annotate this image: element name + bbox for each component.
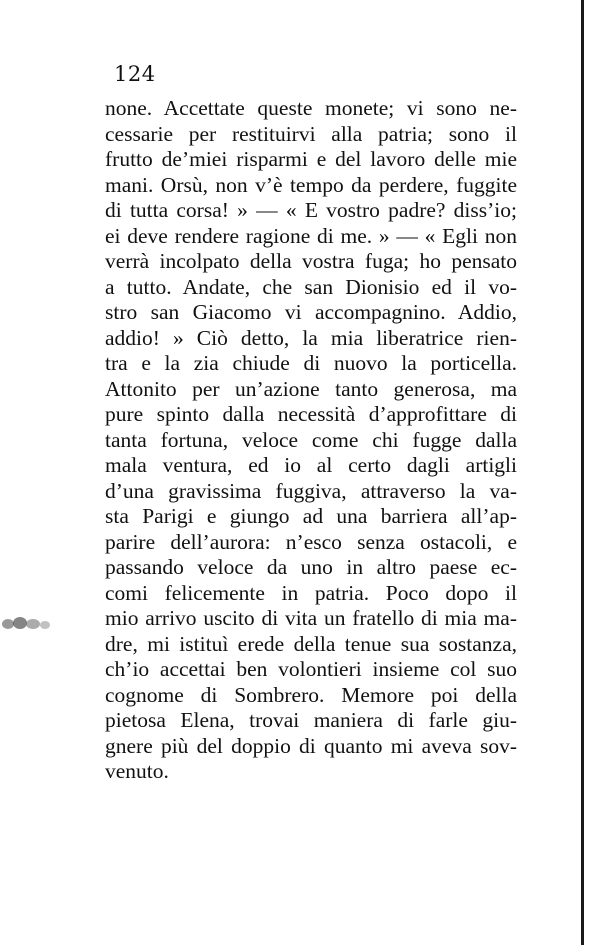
ink-smudge: [0, 614, 52, 634]
text-line: passando veloce da uno in altro paese ec-: [105, 555, 517, 579]
text-line: none. Accettate queste monete; vi sono ne-: [105, 96, 517, 120]
text-line: gnere più del doppio di quanto mi aveva sov-: [105, 733, 517, 758]
text-line: cognome di Sombrero. Memore poi della: [105, 682, 517, 707]
text-line: dre, mi istituì erede della tenue sua sostanza,: [105, 631, 517, 656]
text-line: a tutto. Andate, che san Dionisio ed il vo-: [105, 274, 517, 299]
text-line: addio! » Ciò detto, la mia liberatrice rien-: [105, 325, 517, 350]
text-line: cessarie per restituirvi alla patria; sono il: [105, 121, 517, 146]
text-line: stro san Giacomo vi accompagnino. Addio,: [105, 300, 517, 324]
text-line: ch’io accettai ben volontieri insieme col suo: [105, 657, 517, 681]
text-line: d’una gravissima fuggiva, attraverso la va-: [105, 478, 517, 503]
text-line: frutto de’miei risparmi e del lavoro delle mie: [105, 147, 517, 171]
text-line: venuto.: [105, 759, 169, 783]
text-line: tra e la zia chiude di nuovo la porticella.: [105, 351, 517, 375]
text-line: mio arrivo uscito di vita un fratello di mia ma-: [105, 606, 517, 630]
body-text: [105, 96, 517, 785]
text-line: parire dell’aurora: n’esco senza ostacoli, e: [105, 529, 517, 554]
text-line: di tutta corsa! » — « E vostro padre? diss’io;: [105, 198, 517, 222]
text-line: pure spinto dalla necessità d’approfittare di: [105, 402, 517, 426]
page-edge-shadow: [581, 0, 584, 945]
text-line: tanta fortuna, veloce come chi fugge dalla: [105, 427, 517, 452]
text-line: Attonito per un’azione tanto generosa, ma: [105, 376, 517, 401]
text-line: pietosa Elena, trovai maniera di farle giu-: [105, 708, 517, 732]
text-line: sta Parigi e giungo ad una barriera all’ap-: [105, 504, 517, 528]
text-line: ei deve rendere ragione di me. » — « Egli non: [105, 223, 517, 248]
text-line: comi felicemente in patria. Poco dopo il: [105, 580, 517, 605]
text-line: verrà incolpato della vostra fuga; ho pensato: [105, 249, 517, 273]
page-number: 124: [114, 62, 156, 86]
text-line: mani. Orsù, non v’è tempo da perdere, fuggite: [105, 172, 517, 197]
text-line: mala ventura, ed io al certo dagli artigli: [105, 453, 517, 477]
